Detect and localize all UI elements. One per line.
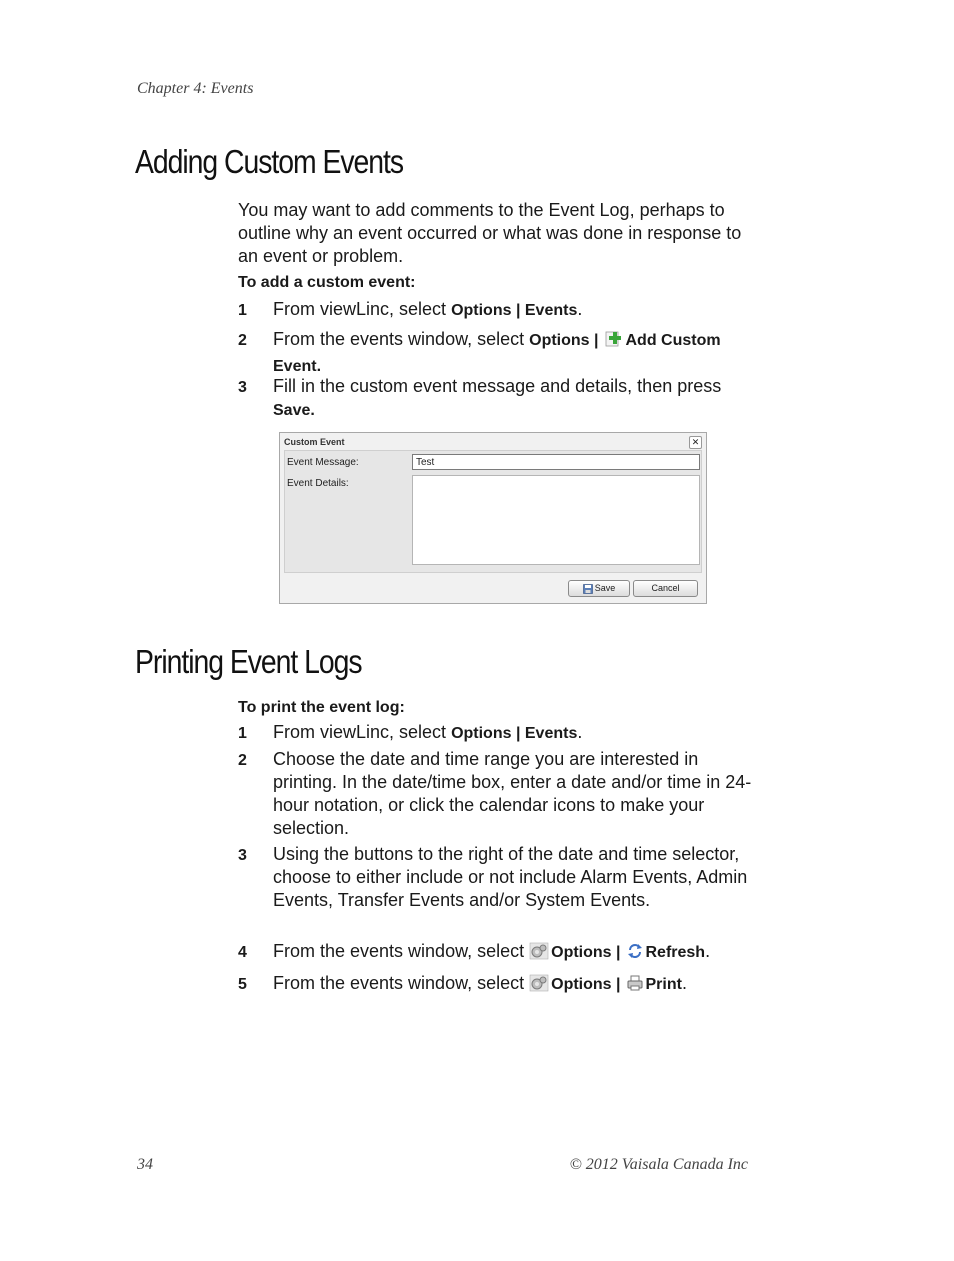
gear-icon bbox=[529, 974, 549, 998]
ui-reference: Options | bbox=[529, 332, 599, 349]
ui-reference: Options | Events bbox=[451, 725, 578, 742]
event-message-label: Event Message: bbox=[287, 457, 359, 468]
event-message-field[interactable]: Test bbox=[412, 454, 700, 470]
running-head: Chapter 4: Events bbox=[137, 80, 254, 97]
step-number: 1 bbox=[238, 725, 247, 742]
ui-reference: Add Custom Event. bbox=[273, 332, 721, 375]
punctuation: . bbox=[705, 941, 711, 961]
step-text: Fill in the custom event message and details, then press bbox=[273, 376, 722, 396]
ui-reference: Options | bbox=[551, 976, 621, 993]
step-text: From the events window, select bbox=[273, 973, 530, 993]
add-custom-event-icon bbox=[604, 330, 624, 354]
step-number: 3 bbox=[238, 379, 247, 396]
gear-icon bbox=[529, 942, 549, 966]
step-number: 1 bbox=[238, 302, 247, 319]
step-number: 2 bbox=[238, 332, 247, 349]
dialog-title: Custom Event bbox=[284, 437, 345, 447]
custom-event-dialog bbox=[279, 432, 707, 604]
ui-reference: Options | Events bbox=[451, 302, 578, 319]
section-title-adding-custom-events: Adding Custom Events bbox=[135, 143, 404, 180]
intro-paragraph: You may want to add comments to the Event Log, perhaps to outline why an event occurred or what was done in response to an event or problem. bbox=[238, 200, 742, 266]
step-number: 5 bbox=[238, 976, 247, 993]
ui-reference: Refresh bbox=[645, 944, 706, 961]
step-text: From viewLinc, select bbox=[273, 722, 452, 742]
procedure-title: To print the event log: bbox=[238, 699, 405, 716]
section-title-printing-event-logs: Printing Event Logs bbox=[135, 643, 362, 680]
step-text: From the events window, select bbox=[273, 329, 530, 349]
cancel-button[interactable] bbox=[633, 580, 698, 597]
step-text: From viewLinc, select bbox=[273, 299, 452, 319]
page-number: 34 bbox=[137, 1156, 153, 1173]
printer-icon bbox=[626, 974, 644, 998]
close-icon[interactable]: ✕ bbox=[689, 436, 702, 449]
step-number: 2 bbox=[238, 752, 247, 769]
refresh-icon bbox=[626, 942, 644, 966]
punctuation: . bbox=[577, 722, 583, 742]
copyright: © 2012 Vaisala Canada Inc bbox=[569, 1156, 748, 1173]
punctuation: . bbox=[577, 299, 583, 319]
cancel-label: Cancel bbox=[651, 583, 680, 593]
event-details-field[interactable] bbox=[412, 475, 700, 565]
step-number: 3 bbox=[238, 847, 247, 864]
save-button[interactable] bbox=[568, 580, 630, 597]
save-label: Save bbox=[594, 583, 616, 593]
floppy-disk-icon bbox=[583, 584, 593, 599]
ui-reference: Save. bbox=[273, 402, 315, 419]
ui-reference: Options | bbox=[551, 944, 621, 961]
step-text: Using the buttons to the right of the date and time selector, choose to either include or not include Alarm Events, Admin Events, Transfer Events and/or System Events. bbox=[273, 844, 748, 910]
dialog-body bbox=[284, 450, 702, 573]
step-number: 4 bbox=[238, 944, 247, 961]
ui-reference: Print bbox=[645, 976, 682, 993]
punctuation: . bbox=[681, 973, 687, 993]
step-text: From the events window, select bbox=[273, 941, 530, 961]
step-text: Choose the date and time range you are interested in printing. In the date/time box, enter a date and/or time in 24-hour notation, or click the calendar icons to make your selection. bbox=[273, 749, 752, 838]
event-details-label: Event Details: bbox=[287, 478, 349, 489]
procedure-title: To add a custom event: bbox=[238, 274, 416, 291]
